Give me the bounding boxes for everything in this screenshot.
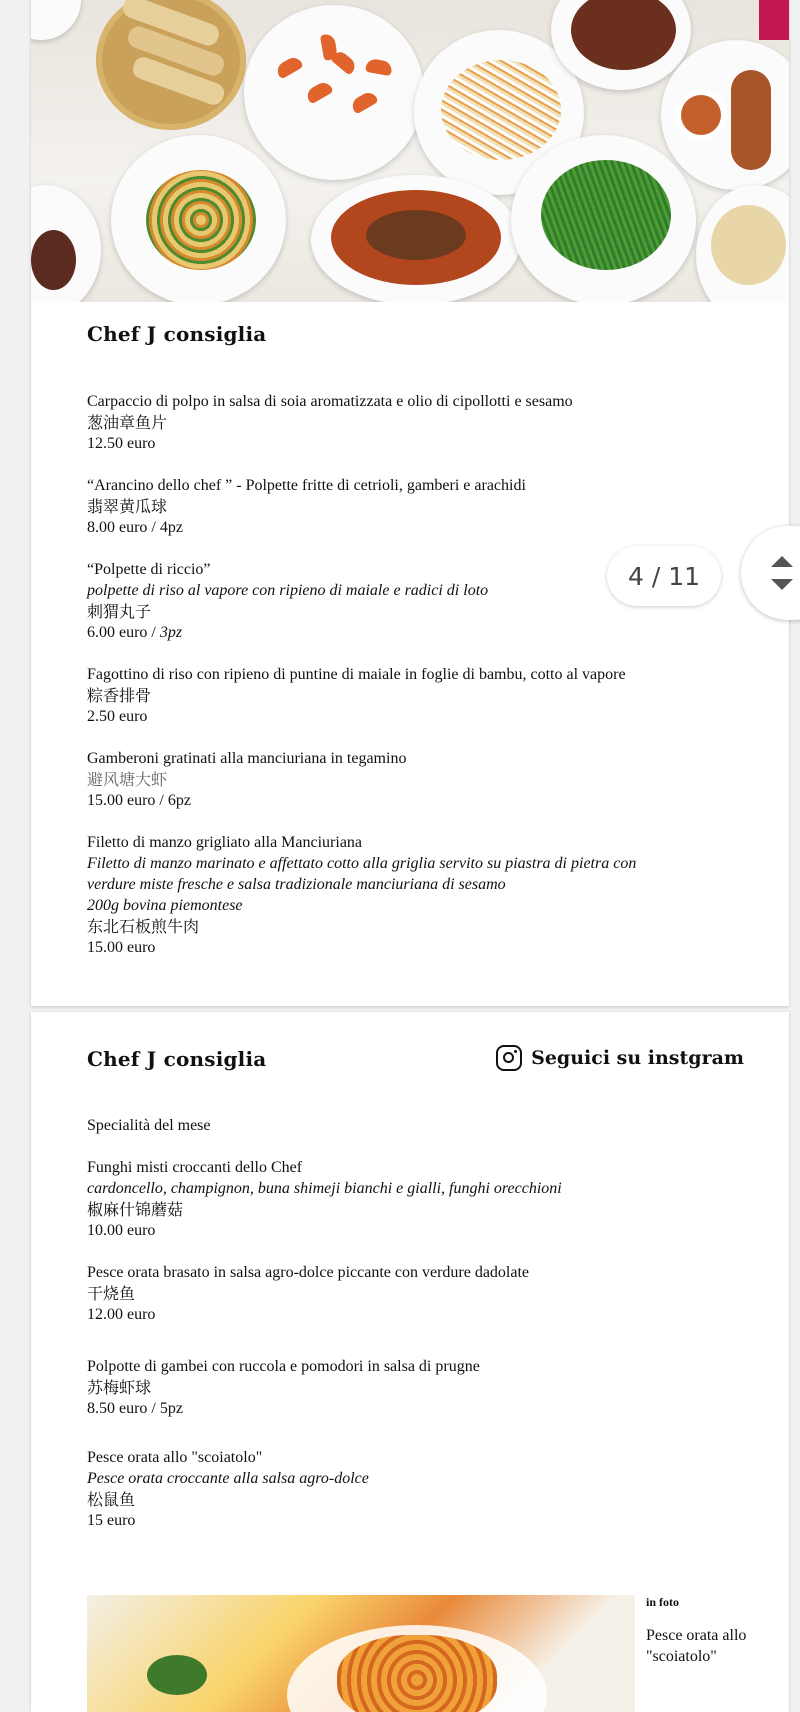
dish-price: 15.00 euro / 6pz <box>87 792 191 809</box>
dish-name: Polpotte di gambei con ruccola e pomodori in salsa di prugne <box>87 1358 480 1375</box>
price-value: 6.00 euro / <box>87 624 160 641</box>
dish-photo <box>87 1595 635 1712</box>
dish-name: Carpaccio di polpo in salsa di soia aromatizzata e olio di cipollotti e sesamo <box>87 393 573 410</box>
page-heading: Chef J consiglia <box>87 1047 267 1071</box>
dish-price: 15.00 euro <box>87 939 156 956</box>
menu-page <box>31 0 789 1006</box>
dish-price: 12.50 euro <box>87 435 156 452</box>
menu-list <box>87 391 687 979</box>
dish-name: Gamberoni gratinati alla manciuriana in tegamino <box>87 750 407 767</box>
section-intro: Specialità del mese <box>87 1117 211 1134</box>
menu-item <box>87 391 687 454</box>
dish-chinese-name: 粽香排骨 <box>87 686 152 705</box>
dish-name: Funghi misti croccanti dello Chef <box>87 1159 303 1176</box>
photo-label: in foto <box>646 1595 679 1609</box>
dish-description: cardoncello, champignon, buna shimeji bianchi e gialli, funghi orecchioni <box>87 1180 562 1197</box>
page-heading: Chef J consiglia <box>87 322 267 346</box>
food-photo <box>31 0 789 302</box>
photo-caption: Pesce orata allo "scoiatolo" <box>646 1627 747 1665</box>
dish-name: Pesce orata brasato in salsa agro-dolce piccante con verdure dadolate <box>87 1264 530 1281</box>
dish-name: “Polpette di riccio” <box>87 561 211 578</box>
dish-description: Filetto di manzo marinato e affettato cotto alla griglia servito su piastra di pietra con verdure miste fresche e salsa tradizionale manciuriana di sesamo <box>87 855 637 893</box>
menu-item <box>87 1447 687 1531</box>
menu-item <box>87 748 687 811</box>
dish-weight: 200g bovina piemontese <box>87 897 243 914</box>
menu-item <box>87 664 687 727</box>
dish-price: 8.00 euro / 4pz <box>87 519 183 536</box>
dish-price: 10.00 euro <box>87 1222 156 1239</box>
dish-name: “Arancino dello chef ” - Polpette fritte di cetrioli, gamberi e arachidi <box>87 477 526 494</box>
dish-name: Fagottino di riso con ripieno di puntine di maiale in foglie di bambu, cotto al vapore <box>87 666 626 683</box>
dish-chinese-name: 椒麻什锦蘑菇 <box>87 1200 184 1219</box>
dish-chinese-name: 苏梅虾球 <box>87 1378 152 1397</box>
instagram-link[interactable] <box>496 1045 744 1071</box>
dish-name: Pesce orata allo "scoiatolo" <box>87 1449 263 1466</box>
dish-price: 8.50 euro / 5pz <box>87 1400 183 1417</box>
dish-chinese-name: 葱油章鱼片 <box>87 413 168 432</box>
menu-item <box>87 832 687 958</box>
menu-item <box>87 1262 687 1325</box>
dish-price: 2.50 euro <box>87 708 148 725</box>
dish-chinese-name: 东北石板煎牛肉 <box>87 917 200 936</box>
menu-page <box>31 1012 789 1712</box>
dish-name: Filetto di manzo grigliato alla Manciuriana <box>87 834 363 851</box>
menu-item <box>87 559 687 643</box>
page-indicator: 4 / 11 <box>607 546 721 606</box>
instagram-label: Seguici su instgram <box>531 1047 744 1069</box>
dish-price: 12.00 euro <box>87 1306 156 1323</box>
next-page-icon[interactable] <box>771 579 793 590</box>
dish-chinese-name: 松鼠鱼 <box>87 1490 136 1509</box>
instagram-icon <box>496 1045 522 1071</box>
dish-price <box>87 622 687 643</box>
dish-chinese-name: 避风塘大虾 <box>87 770 168 789</box>
dish-price: 15 euro <box>87 1512 136 1529</box>
menu-item <box>87 1356 687 1419</box>
dish-chinese-name: 翡翠黄瓜球 <box>87 497 168 516</box>
previous-page-icon[interactable] <box>771 556 793 567</box>
menu-item <box>87 1157 687 1241</box>
dish-chinese-name: 刺猬丸子 <box>87 602 152 621</box>
menu-item <box>87 475 687 538</box>
menu-list <box>87 1115 687 1552</box>
dish-chinese-name: 干烧鱼 <box>87 1284 136 1303</box>
dish-description: polpette di riso al vapore con ripieno di maiale e radici di loto <box>87 582 489 599</box>
dish-description: Pesce orata croccante alla salsa agro-dolce <box>87 1470 369 1487</box>
price-quantity: 3pz <box>159 624 183 641</box>
